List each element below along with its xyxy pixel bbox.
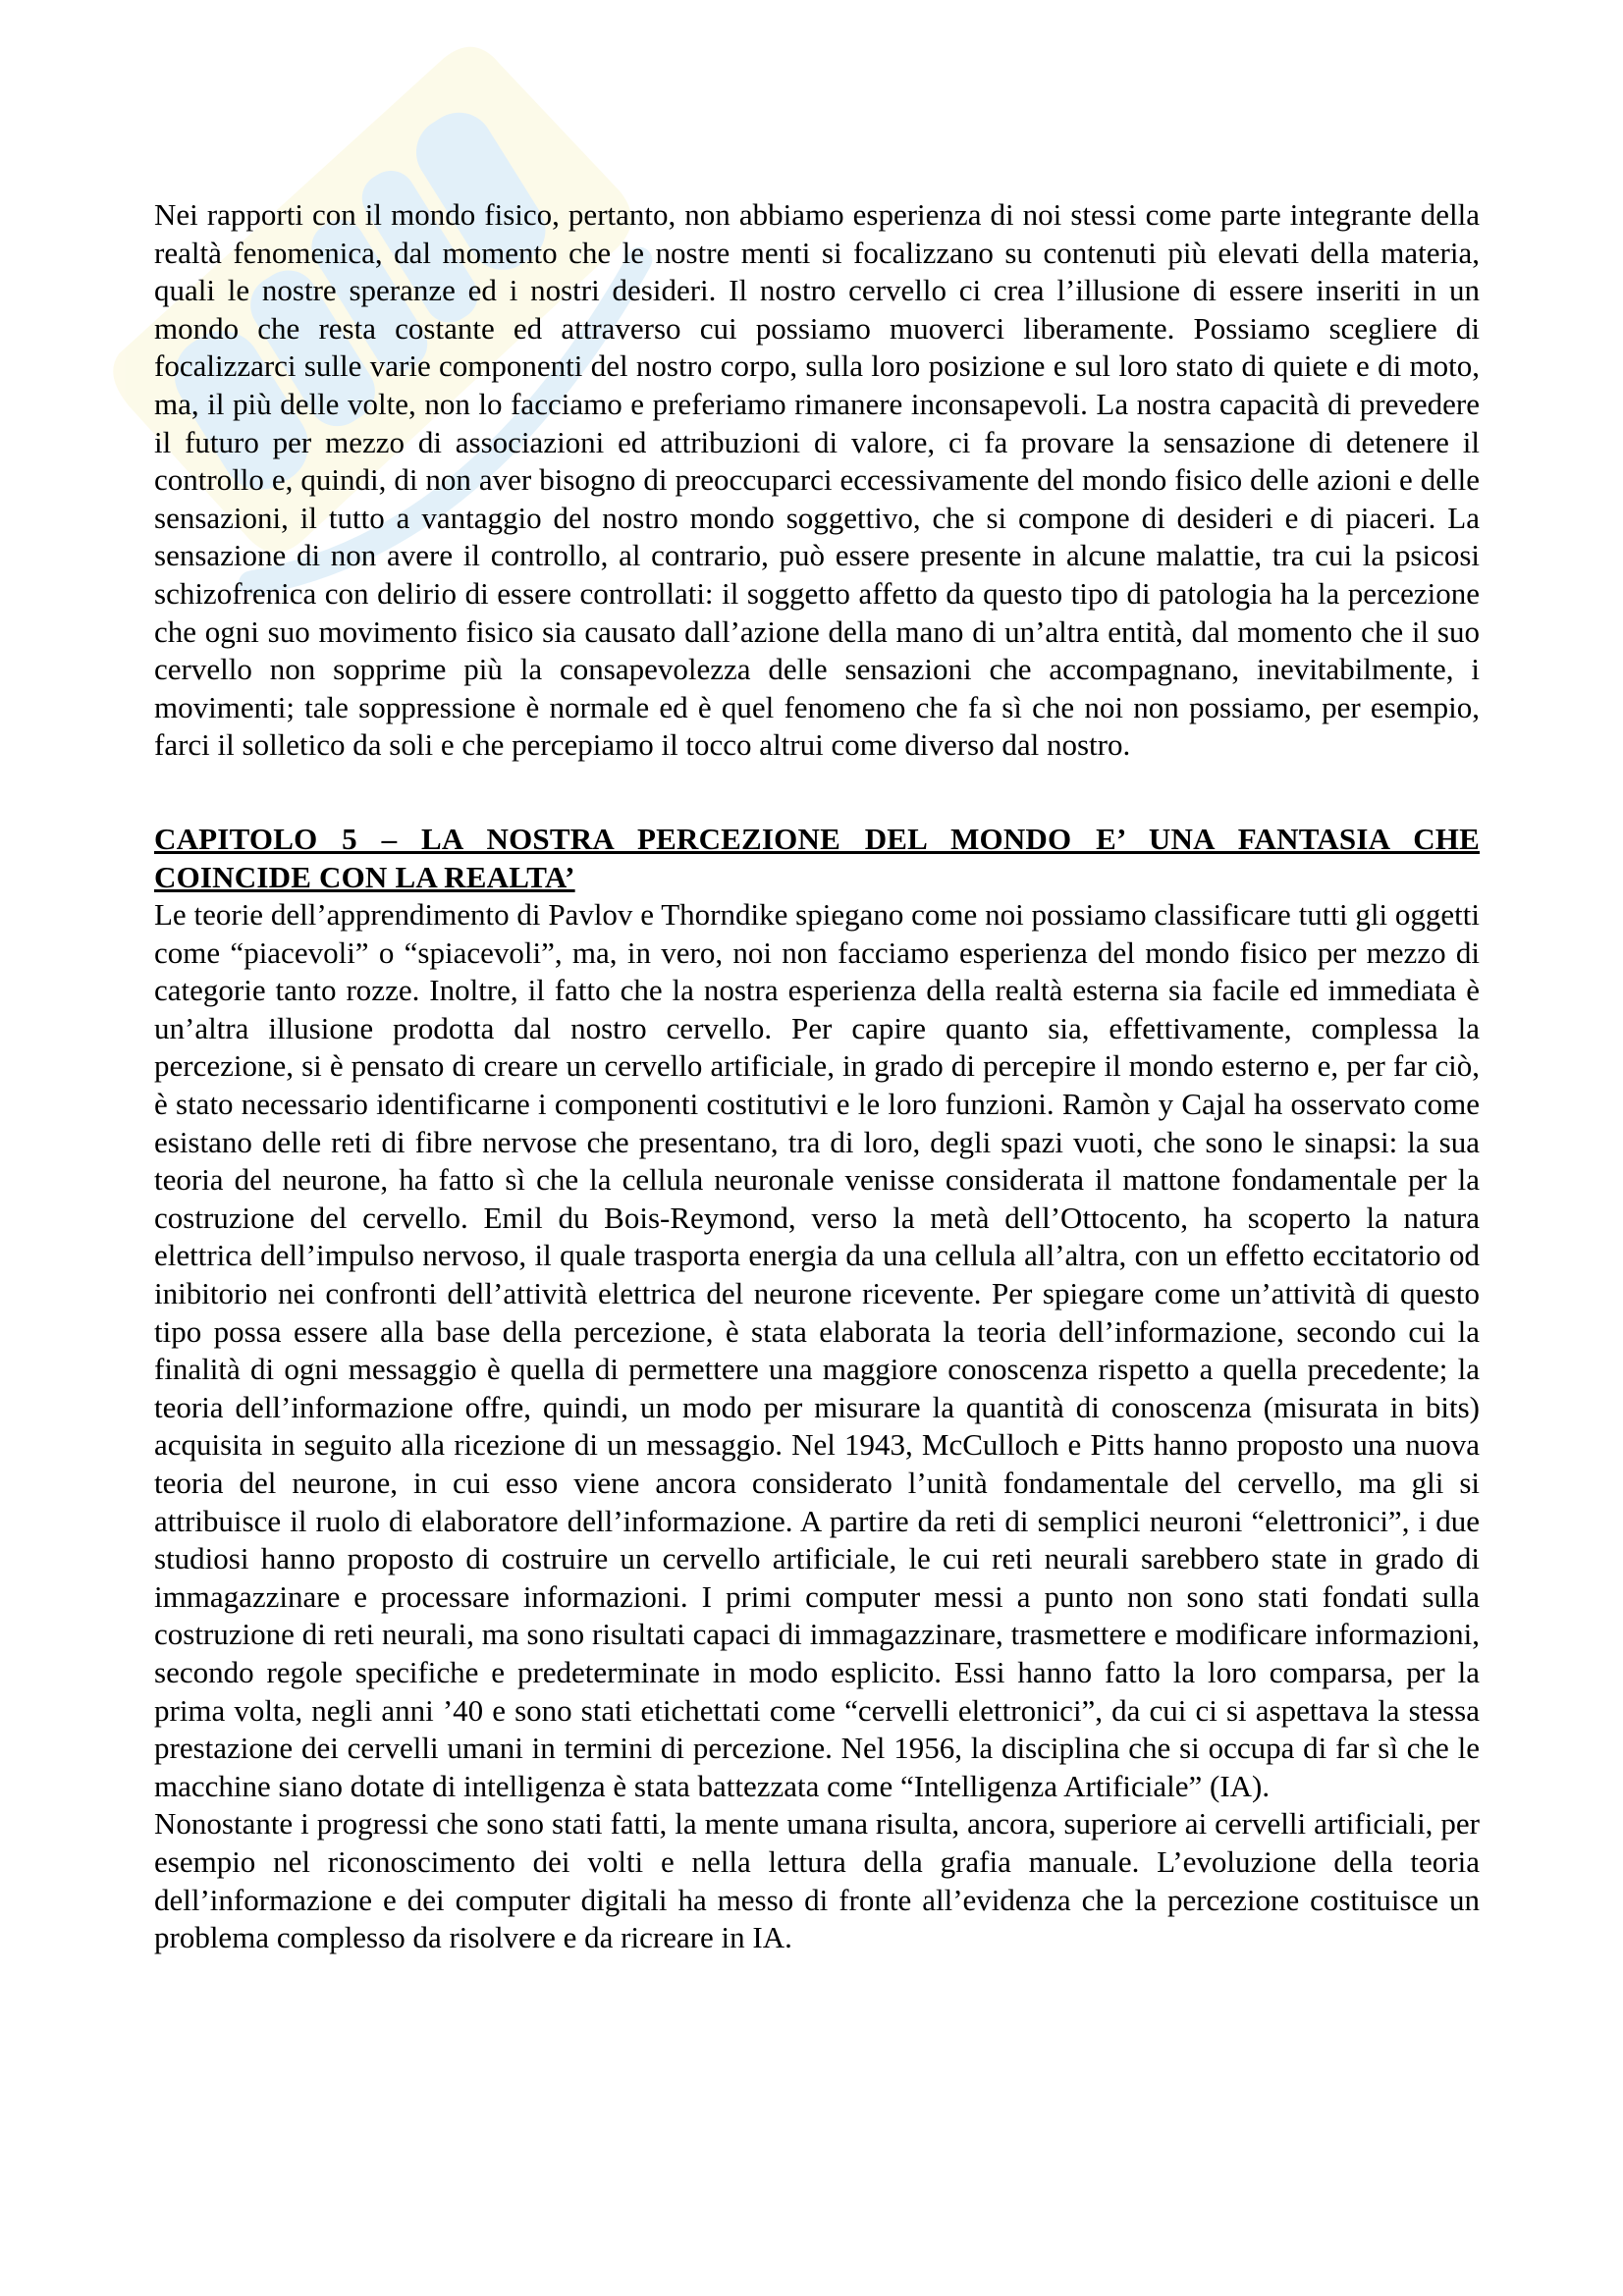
chapter-heading-line-2: COINCIDE CON LA REALTA’	[154, 859, 575, 894]
chapter-paragraph-2: Nonostante i progressi che sono stati fatti, la mente umana risulta, ancora, superiore ai cervelli artificiali, per esempio nel riconoscimento dei volti e nella lettura della grafia manuale. L’evoluzione della teoria dell’informazione e dei computer digitali ha messo di fronte all’evidenza che la percezione costituisce un problema complesso da risolvere e da ricreare in IA.	[154, 1806, 1480, 1955]
chapter-paragraph-1: Le teorie dell’apprendimento di Pavlov e Thorndike spiegano come noi possiamo classificare tutti gli oggetti come “piacevoli” o “spiacevoli”, ma, in vero, noi non facciamo esperienza del mondo fisico per mezzo di categorie tanto rozze. Inoltre, il fatto che la nostra esperienza della realtà esterna sia facile ed immediata è un’altra illusione prodotta dal nostro cervello. Per capire quanto sia, effettivamente, complessa la percezione, si è pensato di creare un cervello artificiale, in grado di percepire il mondo esterno e, per far ciò, è stato necessario identificarne i componenti costitutivi e le loro funzioni. Ramòn y Cajal ha osservato come esistano delle reti di fibre nervose che presentano, tra di loro, degli spazi vuoti, che sono le sinapsi: la sua teoria del neurone, ha fatto sì che la cellula neuronale venisse considerata il mattone fondamentale per la costruzione del cervello. Emil du Bois-Reymond, verso la metà dell’Ottocento, ha scoperto la natura elettrica dell’impulso nervoso, il quale trasporta energia da una cellula all’altra, con un effetto eccitatorio od inibitorio nei confronti dell’attività elettrica del neurone ricevente. Per spiegare come un’attività di questo tipo possa essere alla base della percezione, è stata elaborata la teoria dell’informazione, secondo cui la finalità di ogni messaggio è quella di permettere una maggiore conoscenza rispetto a quella precedente; la teoria dell’informazione offre, quindi, un modo per misurare la quantità di conoscenza (misurata in bits) acquisita in seguito alla ricezione di un messaggio. Nel 1943, McCulloch e Pitts hanno proposto una nuova teoria del neurone, in cui esso viene ancora considerato l’unità fondamentale del cervello, ma gli si attribuisce il ruolo di elaboratore dell’informazione. A partire da reti di semplici neuroni “elettronici”, i due studiosi hanno proposto di costruire un cervello artificiale, le cui reti neurali sarebbero state in grado di immagazzinare e processare informazioni. I primi computer messi a punto non sono stati fondati sulla costruzione di reti neurali, ma sono risultati capaci di immagazzinare, trasmettere e modificare informazioni, secondo regole specifiche e predeterminate in modo esplicito. Essi hanno fatto la loro comparsa, per la prima volta, negli anni ’40 e sono stati etichettati come “cervelli elettronici”, da cui ci si aspettava la stessa prestazione dei cervelli umani in termini di percezione. Nel 1956, la disciplina che si occupa di far sì che le macchine siano dotate di intelligenza è stata battezzata come “Intelligenza Artificiale” (IA).	[154, 897, 1480, 1803]
chapter-heading-line-1: CAPITOLO 5 – LA NOSTRA PERCEZIONE DEL MONDO E’ UNA FANTASIA CHE	[154, 821, 1480, 856]
document-page	[154, 196, 1480, 1957]
chapter-5-heading	[154, 821, 1480, 896]
intro-paragraph: Nei rapporti con il mondo fisico, pertanto, non abbiamo esperienza di noi stessi come parte integrante della realtà fenomenica, dal momento che le nostre menti si focalizzano su contenuti più elevati della materia, quali le nostre speranze ed i nostri desideri. Il nostro cervello ci crea l’illusione di essere inseriti in un mondo che resta costante ed attraverso cui possiamo muoverci liberamente. Possiamo scegliere di focalizzarci sulle varie componenti del nostro corpo, sulla loro posizione e sul loro stato di quiete e di moto, ma, il più delle volte, non lo facciamo e preferiamo rimanere inconsapevoli. La nostra capacità di prevedere il futuro per mezzo di associazioni ed attribuzioni di valore, ci fa provare la sensazione di detenere il controllo e, quindi, di non aver bisogno di preoccuparci eccessivamente del mondo fisico delle azioni e delle sensazioni, il tutto a vantaggio del nostro mondo soggettivo, che si compone di desideri e di piaceri. La sensazione di non avere il controllo, al contrario, può essere presente in alcune malattie, tra cui la psicosi schizofrenica con delirio di essere controllati: il soggetto affetto da questo tipo di patologia ha la percezione che ogni suo movimento fisico sia causato dall’azione della mano di un’altra entità, dal momento che il suo cervello non sopprime più la consapevolezza delle sensazioni che accompagnano, inevitabilmente, i movimenti; tale soppressione è normale ed è quel fenomeno che fa sì che noi non possiamo, per esempio, farci il solletico da soli e che percepiamo il tocco altrui come diverso dal nostro.	[154, 197, 1480, 763]
